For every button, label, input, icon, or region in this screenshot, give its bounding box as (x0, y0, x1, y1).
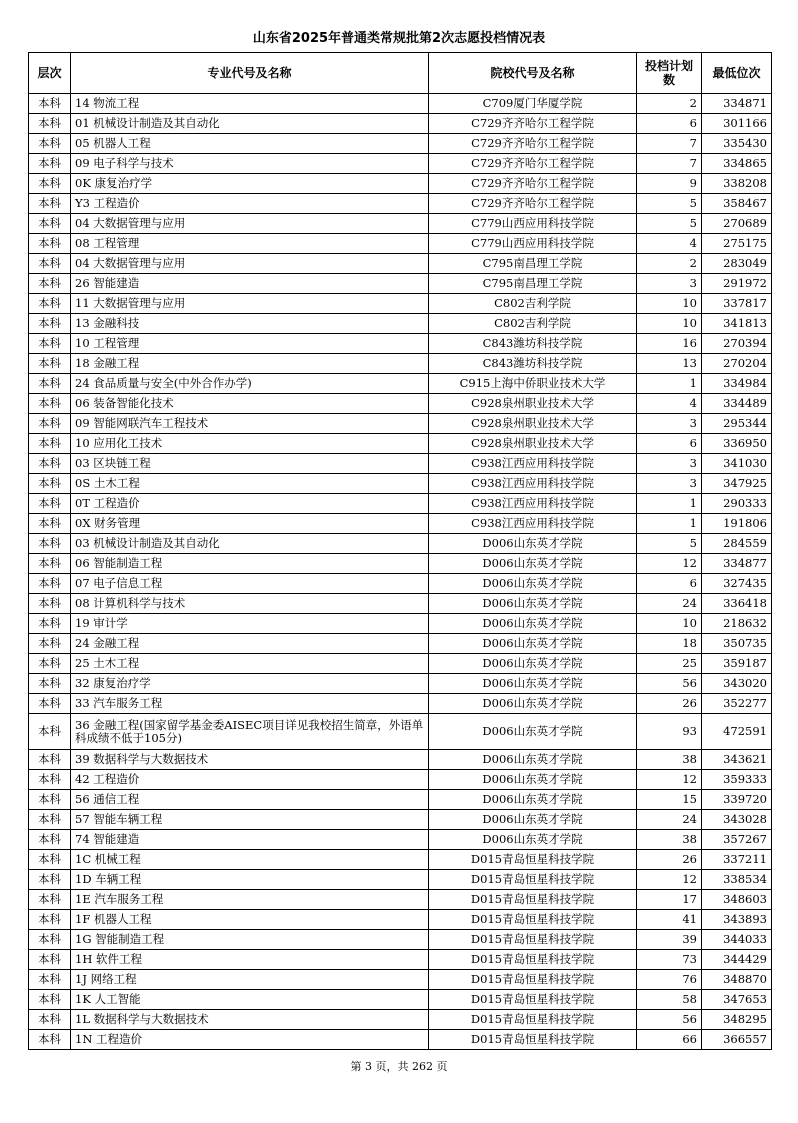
cell-major: 1E 汽车服务工程 (71, 890, 429, 910)
cell-school: D015青岛恒星科技学院 (429, 890, 637, 910)
admission-table (28, 52, 772, 1050)
table-row (29, 374, 772, 394)
cell-major: 01 机械设计制造及其自动化 (71, 114, 429, 134)
cell-plan: 9 (637, 174, 702, 194)
cell-plan: 3 (637, 454, 702, 474)
cell-level: 本科 (29, 574, 71, 594)
cell-plan: 56 (637, 1010, 702, 1030)
cell-major: 1J 网络工程 (71, 970, 429, 990)
cell-plan: 25 (637, 654, 702, 674)
cell-school: D015青岛恒星科技学院 (429, 1010, 637, 1030)
cell-major: 13 金融科技 (71, 314, 429, 334)
cell-level: 本科 (29, 234, 71, 254)
cell-school: D015青岛恒星科技学院 (429, 910, 637, 930)
cell-major: 1K 人工智能 (71, 990, 429, 1010)
cell-major: 08 工程管理 (71, 234, 429, 254)
cell-school: D015青岛恒星科技学院 (429, 870, 637, 890)
cell-school: D006山东英才学院 (429, 574, 637, 594)
cell-major: 03 机械设计制造及其自动化 (71, 534, 429, 554)
cell-major: 56 通信工程 (71, 790, 429, 810)
cell-school: D006山东英才学院 (429, 770, 637, 790)
cell-rank: 270689 (702, 214, 772, 234)
cell-school: D006山东英才学院 (429, 674, 637, 694)
cell-major: 08 计算机科学与技术 (71, 594, 429, 614)
table-row (29, 614, 772, 634)
cell-school: C729齐齐哈尔工程学院 (429, 194, 637, 214)
cell-school: D006山东英才学院 (429, 554, 637, 574)
cell-level: 本科 (29, 454, 71, 474)
cell-level: 本科 (29, 1030, 71, 1050)
cell-rank: 348603 (702, 890, 772, 910)
cell-major: 1F 机器人工程 (71, 910, 429, 930)
cell-level: 本科 (29, 394, 71, 414)
table-row (29, 990, 772, 1010)
cell-plan: 3 (637, 474, 702, 494)
table-row (29, 654, 772, 674)
cell-major: 0K 康复治疗学 (71, 174, 429, 194)
cell-school: C915上海中侨职业技术大学 (429, 374, 637, 394)
cell-level: 本科 (29, 910, 71, 930)
cell-plan: 58 (637, 990, 702, 1010)
cell-plan: 5 (637, 214, 702, 234)
table-row (29, 154, 772, 174)
cell-major: 1N 工程造价 (71, 1030, 429, 1050)
cell-major: 0T 工程造价 (71, 494, 429, 514)
cell-level: 本科 (29, 314, 71, 334)
cell-level: 本科 (29, 950, 71, 970)
cell-school: C795南昌理工学院 (429, 254, 637, 274)
cell-level: 本科 (29, 134, 71, 154)
cell-plan: 26 (637, 694, 702, 714)
cell-major: 42 工程造价 (71, 770, 429, 790)
cell-major: 04 大数据管理与应用 (71, 254, 429, 274)
cell-major: 26 智能建造 (71, 274, 429, 294)
cell-major: 33 汽车服务工程 (71, 694, 429, 714)
cell-level: 本科 (29, 654, 71, 674)
cell-rank: 350735 (702, 634, 772, 654)
cell-rank: 344033 (702, 930, 772, 950)
cell-level: 本科 (29, 714, 71, 750)
cell-plan: 10 (637, 294, 702, 314)
cell-school: C938江西应用科技学院 (429, 454, 637, 474)
table-row (29, 134, 772, 154)
cell-plan: 10 (637, 314, 702, 334)
cell-plan: 16 (637, 334, 702, 354)
cell-rank: 357267 (702, 830, 772, 850)
cell-school: C938江西应用科技学院 (429, 474, 637, 494)
cell-level: 本科 (29, 474, 71, 494)
cell-plan: 18 (637, 634, 702, 654)
cell-rank: 270204 (702, 354, 772, 374)
header-major: 专业代号及名称 (71, 53, 429, 94)
cell-level: 本科 (29, 790, 71, 810)
cell-rank: 334865 (702, 154, 772, 174)
cell-rank: 334489 (702, 394, 772, 414)
cell-plan: 12 (637, 870, 702, 890)
cell-level: 本科 (29, 334, 71, 354)
cell-major: 09 智能网联汽车工程技术 (71, 414, 429, 434)
cell-school: D006山东英才学院 (429, 714, 637, 750)
cell-rank: 343028 (702, 810, 772, 830)
cell-school: C843潍坊科技学院 (429, 334, 637, 354)
cell-level: 本科 (29, 1010, 71, 1030)
cell-rank: 347925 (702, 474, 772, 494)
cell-plan: 3 (637, 274, 702, 294)
cell-rank: 348870 (702, 970, 772, 990)
cell-school: C779山西应用科技学院 (429, 214, 637, 234)
cell-major: 04 大数据管理与应用 (71, 214, 429, 234)
cell-plan: 26 (637, 850, 702, 870)
cell-major: 1H 软件工程 (71, 950, 429, 970)
cell-level: 本科 (29, 154, 71, 174)
header-plan: 投档计划数 (637, 53, 702, 94)
cell-plan: 1 (637, 374, 702, 394)
cell-school: C795南昌理工学院 (429, 274, 637, 294)
table-row (29, 890, 772, 910)
cell-level: 本科 (29, 114, 71, 134)
cell-rank: 344429 (702, 950, 772, 970)
cell-rank: 334871 (702, 94, 772, 114)
table-header-row (29, 53, 772, 94)
cell-plan: 4 (637, 234, 702, 254)
cell-major: 1G 智能制造工程 (71, 930, 429, 950)
cell-major: 03 区块链工程 (71, 454, 429, 474)
cell-rank: 337211 (702, 850, 772, 870)
table-row (29, 574, 772, 594)
cell-level: 本科 (29, 970, 71, 990)
cell-plan: 1 (637, 514, 702, 534)
cell-level: 本科 (29, 194, 71, 214)
cell-major: 09 电子科学与技术 (71, 154, 429, 174)
cell-major: 1C 机械工程 (71, 850, 429, 870)
table-row (29, 194, 772, 214)
cell-rank: 358467 (702, 194, 772, 214)
table-row (29, 254, 772, 274)
cell-level: 本科 (29, 890, 71, 910)
table-row (29, 830, 772, 850)
cell-major: 19 审计学 (71, 614, 429, 634)
cell-plan: 5 (637, 534, 702, 554)
cell-plan: 6 (637, 574, 702, 594)
table-row (29, 1010, 772, 1030)
cell-school: D015青岛恒星科技学院 (429, 990, 637, 1010)
table-row (29, 174, 772, 194)
cell-level: 本科 (29, 990, 71, 1010)
cell-level: 本科 (29, 594, 71, 614)
cell-plan: 2 (637, 254, 702, 274)
header-level: 层次 (29, 53, 71, 94)
cell-level: 本科 (29, 634, 71, 654)
table-row (29, 554, 772, 574)
cell-school: C928泉州职业技术大学 (429, 394, 637, 414)
cell-level: 本科 (29, 94, 71, 114)
cell-rank: 366557 (702, 1030, 772, 1050)
cell-level: 本科 (29, 214, 71, 234)
cell-school: D006山东英才学院 (429, 654, 637, 674)
cell-plan: 38 (637, 750, 702, 770)
cell-rank: 283049 (702, 254, 772, 274)
cell-level: 本科 (29, 694, 71, 714)
cell-rank: 334877 (702, 554, 772, 574)
table-row (29, 294, 772, 314)
cell-plan: 7 (637, 134, 702, 154)
cell-level: 本科 (29, 514, 71, 534)
cell-school: C928泉州职业技术大学 (429, 434, 637, 454)
cell-school: C802吉利学院 (429, 294, 637, 314)
cell-plan: 10 (637, 614, 702, 634)
cell-school: C779山西应用科技学院 (429, 234, 637, 254)
cell-major: 10 应用化工技术 (71, 434, 429, 454)
table-row (29, 414, 772, 434)
cell-school: D015青岛恒星科技学院 (429, 970, 637, 990)
table-row (29, 94, 772, 114)
cell-rank: 343893 (702, 910, 772, 930)
cell-rank: 334984 (702, 374, 772, 394)
cell-rank: 343020 (702, 674, 772, 694)
cell-plan: 2 (637, 94, 702, 114)
cell-rank: 352277 (702, 694, 772, 714)
cell-school: C729齐齐哈尔工程学院 (429, 174, 637, 194)
cell-plan: 12 (637, 554, 702, 574)
cell-major: 05 机器人工程 (71, 134, 429, 154)
table-row (29, 534, 772, 554)
table-row (29, 714, 772, 750)
table-row (29, 910, 772, 930)
table-row (29, 810, 772, 830)
table-row (29, 114, 772, 134)
table-row (29, 674, 772, 694)
cell-school: D006山东英才学院 (429, 594, 637, 614)
table-body (29, 94, 772, 1050)
cell-plan: 17 (637, 890, 702, 910)
cell-school: C802吉利学院 (429, 314, 637, 334)
cell-plan: 12 (637, 770, 702, 790)
cell-major: 24 食品质量与安全(中外合作办学) (71, 374, 429, 394)
table-row (29, 870, 772, 890)
cell-major: 36 金融工程(国家留学基金委AISEC项目详见我校招生简章，外语单科成绩不低于105分) (71, 714, 429, 750)
cell-major: 0S 土木工程 (71, 474, 429, 494)
cell-school: C843潍坊科技学院 (429, 354, 637, 374)
cell-level: 本科 (29, 294, 71, 314)
cell-school: C709厦门华厦学院 (429, 94, 637, 114)
cell-plan: 6 (637, 114, 702, 134)
cell-rank: 191806 (702, 514, 772, 534)
cell-rank: 270394 (702, 334, 772, 354)
table-row (29, 694, 772, 714)
cell-school: D015青岛恒星科技学院 (429, 1030, 637, 1050)
cell-major: 1D 车辆工程 (71, 870, 429, 890)
cell-school: D006山东英才学院 (429, 750, 637, 770)
cell-level: 本科 (29, 870, 71, 890)
cell-plan: 73 (637, 950, 702, 970)
cell-level: 本科 (29, 614, 71, 634)
cell-level: 本科 (29, 554, 71, 574)
header-rank: 最低位次 (702, 53, 772, 94)
cell-major: 18 金融工程 (71, 354, 429, 374)
cell-major: Y3 工程造价 (71, 194, 429, 214)
cell-school: C729齐齐哈尔工程学院 (429, 134, 637, 154)
cell-level: 本科 (29, 414, 71, 434)
cell-rank: 338534 (702, 870, 772, 890)
cell-rank: 341813 (702, 314, 772, 334)
cell-school: D006山东英才学院 (429, 790, 637, 810)
cell-rank: 337817 (702, 294, 772, 314)
cell-major: 39 数据科学与大数据技术 (71, 750, 429, 770)
cell-plan: 15 (637, 790, 702, 810)
cell-level: 本科 (29, 434, 71, 454)
cell-plan: 13 (637, 354, 702, 374)
cell-rank: 472591 (702, 714, 772, 750)
cell-plan: 76 (637, 970, 702, 990)
cell-level: 本科 (29, 354, 71, 374)
cell-plan: 66 (637, 1030, 702, 1050)
cell-major: 32 康复治疗学 (71, 674, 429, 694)
cell-level: 本科 (29, 174, 71, 194)
table-row (29, 950, 772, 970)
cell-plan: 24 (637, 594, 702, 614)
cell-major: 0X 财务管理 (71, 514, 429, 534)
cell-level: 本科 (29, 770, 71, 790)
cell-rank: 295344 (702, 414, 772, 434)
cell-plan: 3 (637, 414, 702, 434)
cell-major: 14 物流工程 (71, 94, 429, 114)
cell-rank: 218632 (702, 614, 772, 634)
table-row (29, 594, 772, 614)
cell-rank: 359333 (702, 770, 772, 790)
cell-major: 25 土木工程 (71, 654, 429, 674)
cell-school: C729齐齐哈尔工程学院 (429, 154, 637, 174)
cell-major: 74 智能建造 (71, 830, 429, 850)
cell-level: 本科 (29, 850, 71, 870)
cell-level: 本科 (29, 674, 71, 694)
cell-school: C729齐齐哈尔工程学院 (429, 114, 637, 134)
table-row (29, 474, 772, 494)
table-row (29, 334, 772, 354)
table-row (29, 394, 772, 414)
cell-rank: 339720 (702, 790, 772, 810)
cell-school: C938江西应用科技学院 (429, 514, 637, 534)
cell-plan: 93 (637, 714, 702, 750)
cell-school: D006山东英才学院 (429, 810, 637, 830)
cell-plan: 39 (637, 930, 702, 950)
cell-rank: 336950 (702, 434, 772, 454)
cell-rank: 327435 (702, 574, 772, 594)
table-row (29, 454, 772, 474)
cell-rank: 301166 (702, 114, 772, 134)
cell-school: C928泉州职业技术大学 (429, 414, 637, 434)
cell-plan: 24 (637, 810, 702, 830)
cell-level: 本科 (29, 494, 71, 514)
cell-plan: 5 (637, 194, 702, 214)
table-row (29, 1030, 772, 1050)
cell-school: C938江西应用科技学院 (429, 494, 637, 514)
cell-level: 本科 (29, 534, 71, 554)
cell-plan: 7 (637, 154, 702, 174)
cell-school: D006山东英才学院 (429, 830, 637, 850)
table-row (29, 314, 772, 334)
cell-rank: 343621 (702, 750, 772, 770)
cell-rank: 284559 (702, 534, 772, 554)
table-row (29, 274, 772, 294)
cell-rank: 275175 (702, 234, 772, 254)
table-row (29, 494, 772, 514)
table-row (29, 930, 772, 950)
cell-major: 11 大数据管理与应用 (71, 294, 429, 314)
cell-plan: 6 (637, 434, 702, 454)
cell-level: 本科 (29, 750, 71, 770)
cell-major: 07 电子信息工程 (71, 574, 429, 594)
cell-school: D006山东英才学院 (429, 634, 637, 654)
cell-school: D015青岛恒星科技学院 (429, 950, 637, 970)
cell-school: D015青岛恒星科技学院 (429, 850, 637, 870)
cell-rank: 338208 (702, 174, 772, 194)
cell-level: 本科 (29, 830, 71, 850)
cell-rank: 291972 (702, 274, 772, 294)
table-row (29, 770, 772, 790)
table-row (29, 234, 772, 254)
cell-school: D006山东英才学院 (429, 614, 637, 634)
cell-rank: 335430 (702, 134, 772, 154)
header-school: 院校代号及名称 (429, 53, 637, 94)
table-row (29, 750, 772, 770)
table-row (29, 790, 772, 810)
table-row (29, 970, 772, 990)
cell-rank: 348295 (702, 1010, 772, 1030)
cell-major: 06 智能制造工程 (71, 554, 429, 574)
page-title: 山东省2025年普通类常规批第2次志愿投档情况表 (252, 31, 546, 46)
table-row (29, 434, 772, 454)
cell-rank: 290333 (702, 494, 772, 514)
cell-major: 10 工程管理 (71, 334, 429, 354)
cell-major: 1L 数据科学与大数据技术 (71, 1010, 429, 1030)
cell-plan: 4 (637, 394, 702, 414)
cell-rank: 347653 (702, 990, 772, 1010)
table-row (29, 850, 772, 870)
cell-school: D006山东英才学院 (429, 534, 637, 554)
table-row (29, 514, 772, 534)
table-row (29, 354, 772, 374)
cell-rank: 359187 (702, 654, 772, 674)
cell-level: 本科 (29, 274, 71, 294)
cell-rank: 336418 (702, 594, 772, 614)
page-footer: 第 3 页，共 262 页 (350, 1060, 448, 1073)
cell-plan: 38 (637, 830, 702, 850)
cell-major: 57 智能车辆工程 (71, 810, 429, 830)
cell-major: 06 装备智能化技术 (71, 394, 429, 414)
cell-school: D015青岛恒星科技学院 (429, 930, 637, 950)
table-row (29, 634, 772, 654)
cell-major: 24 金融工程 (71, 634, 429, 654)
cell-plan: 41 (637, 910, 702, 930)
cell-level: 本科 (29, 374, 71, 394)
table-row (29, 214, 772, 234)
cell-plan: 56 (637, 674, 702, 694)
cell-rank: 341030 (702, 454, 772, 474)
cell-level: 本科 (29, 810, 71, 830)
cell-school: D006山东英才学院 (429, 694, 637, 714)
cell-plan: 1 (637, 494, 702, 514)
cell-level: 本科 (29, 930, 71, 950)
cell-level: 本科 (29, 254, 71, 274)
